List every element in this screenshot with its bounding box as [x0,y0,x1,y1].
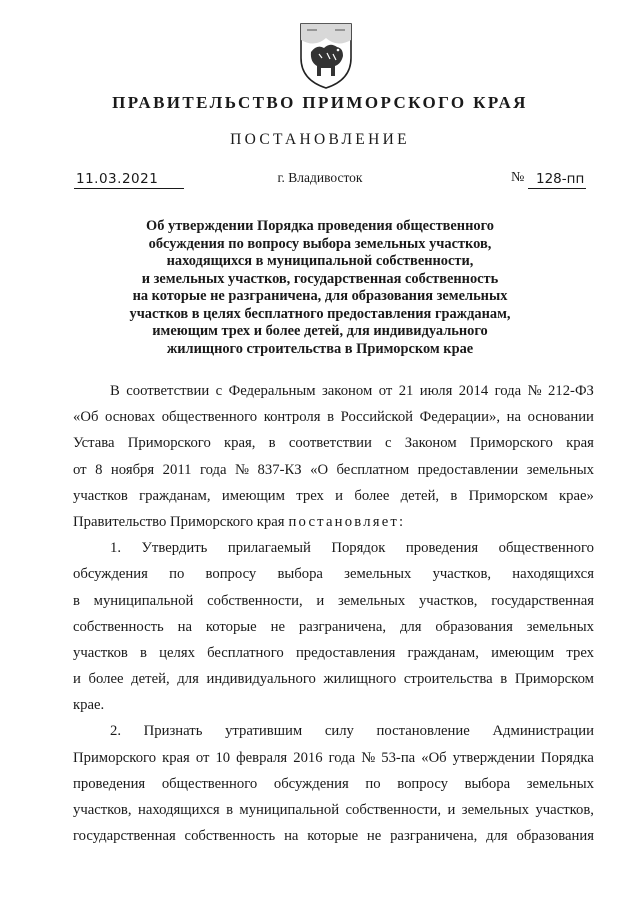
text-line [73,561,594,587]
word: участков [73,644,128,661]
word: участков, [73,802,132,818]
title-line: и земельных участков, государственная собственность [141,270,499,287]
word: края [566,435,594,452]
word: индивидуального [206,671,316,688]
word: 10 [215,749,231,766]
word: образования [435,618,513,635]
word: которые [205,618,257,635]
word: участков, [535,802,594,818]
document-city: г. Владивосток [277,170,363,185]
word: общественного [498,540,594,557]
word: муниципальной [239,802,340,818]
word: утратившим [225,723,303,740]
word: общественного [161,775,258,792]
document-date: 11.03.2021 [74,171,184,189]
text-line [73,457,594,483]
title-line: Об утверждении Порядка проведения общественного [146,218,494,234]
text-line [73,666,594,692]
document-body [73,378,594,849]
text-line [73,404,594,430]
word: ноября [110,461,155,478]
word: Приморского [469,435,553,452]
number-sign: № [511,170,525,185]
word: в [226,802,233,818]
word: собственность [184,828,276,845]
word: участков, [418,592,478,609]
word: основании [527,409,594,426]
text-line [73,483,594,509]
word: Приморском [468,487,548,504]
text-line [73,718,594,744]
word: 2011 [162,461,192,478]
decree-prefix: Правительство Приморского края [73,513,285,530]
word: земельных [344,566,412,583]
word: по [169,566,185,583]
word: строительства [403,671,493,688]
word: трех [296,487,324,504]
word: Приморского [127,435,211,452]
text-line [73,614,594,640]
word: края, [224,435,256,452]
word: бесплатного [207,644,284,661]
word: имеющим [491,644,555,661]
word: от [195,749,210,766]
word: В [110,383,120,399]
word: вопросу [397,775,448,792]
word: Порядка [540,749,594,766]
word: в [268,435,276,452]
word: в [327,409,335,426]
word: Федеральным [228,383,316,399]
word: 8 [95,461,103,478]
word: 21 [398,383,414,399]
word: целях [159,644,195,661]
word: земельных [526,618,594,635]
word: Утвердить [141,540,208,557]
word: и [447,802,456,818]
word: разграничена, [298,618,387,635]
document-number: 128-пп [528,171,586,189]
word: которые [307,828,359,845]
word: 837-КЗ [257,461,302,478]
word: 2014 [458,383,489,399]
word: более [88,671,124,688]
word: февраля [236,749,288,766]
word: «Об [421,749,447,766]
word: года [494,383,522,399]
word: для [486,828,508,845]
text-line [73,430,594,456]
word: от [378,383,393,399]
word: года [328,749,356,766]
word: Признать [143,723,203,740]
word: муниципальной [93,592,194,609]
word: июля [419,383,453,399]
word: собственность [73,618,164,635]
word: основах [105,409,156,426]
word: 53-па [381,749,416,766]
text-line-end: крае. [73,697,105,714]
text-line [73,640,594,666]
word: силу [324,723,354,740]
word: 212-ФЗ [548,383,594,399]
word: участков, [432,566,492,583]
word: гражданам, [407,644,479,661]
word: разграничена, [390,828,478,845]
word: с [385,435,392,452]
word: земельных [337,592,406,609]
word: земельных [526,461,594,478]
word: проведения [405,540,479,557]
document-meta [0,170,640,192]
word: не [270,618,285,635]
word: обсуждения [273,775,349,792]
word: трех [566,644,594,661]
text-line [73,823,594,849]
word: прилагаемый [227,540,311,557]
word: на [284,828,299,845]
word: соответствии [126,383,210,399]
word: и [73,671,81,688]
word: и [316,592,325,609]
word: Федерации», [419,409,501,426]
word: обсуждения [73,566,148,583]
word: более [354,487,390,504]
document-title [100,218,540,358]
word: соответствии [288,435,372,452]
word: собственности, [345,802,442,818]
government-title: ПРАВИТЕЛЬСТВО ПРИМОРСКОГО КРАЯ [112,93,528,112]
word: жилищного [323,671,397,688]
text-line [73,797,594,823]
word: Порядок [331,540,386,557]
word: 2. [110,723,122,740]
text-line [73,535,594,561]
word: крае» [559,487,594,504]
word: государственная [491,592,594,609]
word: на [177,618,192,635]
word: бесплатном [336,461,410,478]
word: контроля [263,409,321,426]
word: в [500,671,508,688]
word: Российской [340,409,414,426]
text-line [73,745,594,771]
text-line [73,378,594,404]
word: Приморском [514,671,594,688]
word: № [361,749,376,766]
word: законом [321,383,373,399]
word: постановление [376,723,470,740]
title-line: имеющим трех и более детей, для индивидуального [152,323,488,339]
text-line [73,771,594,797]
word: «О [310,461,329,478]
word: в [73,592,80,609]
word: предоставления [295,644,396,661]
word: с [215,383,223,399]
decree-word: постановляет: [288,513,406,530]
title-line: участков в целях бесплатного предоставления гражданам, [129,305,511,322]
word: земельных [461,802,530,818]
word: для [399,618,422,635]
word: детей, [400,487,440,504]
word: не [366,828,382,845]
word: для [177,671,199,688]
word: предоставлении [417,461,519,478]
word: земельных [526,775,594,792]
word: на [506,409,522,426]
word: Приморского [73,749,157,766]
word: вопросу [205,566,257,583]
title-line: находящихся в муниципальной собственности, [166,253,474,269]
word: выбора [464,775,511,792]
word: находящихся [137,802,220,818]
word: и [335,487,344,504]
word: Законом [404,435,457,452]
word: проведения [73,775,146,792]
word: года [199,461,227,478]
word: Администрации [492,723,594,740]
title-line: обсуждения по вопросу выбора земельных участков, [148,235,492,252]
word: «Об [73,409,99,426]
title-line: на которые не разграничена, для образования земельных [132,288,508,304]
word: утверждении [452,749,535,766]
document-type: ПОСТАНОВЛЕНИЕ [230,131,410,148]
word: собственности, [207,592,303,609]
word: № [235,461,250,478]
text-line [73,692,594,718]
word: участков [73,487,128,504]
word: общественного [161,409,258,426]
word: образования [516,828,594,845]
word: 2016 [293,749,323,766]
word: детей, [131,671,170,688]
word: от [73,461,87,478]
text-line [73,509,594,535]
word: имеющим [221,487,285,504]
word: выбора [277,566,323,583]
word: в [140,644,147,661]
word: края [162,749,190,766]
word: гражданам, [139,487,211,504]
word: государственная [73,828,176,845]
word: № [527,383,542,399]
word: Устава [73,435,115,452]
title-line: жилищного строительства в Приморском крае [166,340,474,357]
coat-of-arms-emblem [297,18,355,90]
word: в [450,487,458,504]
word: находящихся [512,566,594,583]
word: 1. [110,540,122,557]
text-line [73,588,594,614]
word: по [365,775,381,792]
